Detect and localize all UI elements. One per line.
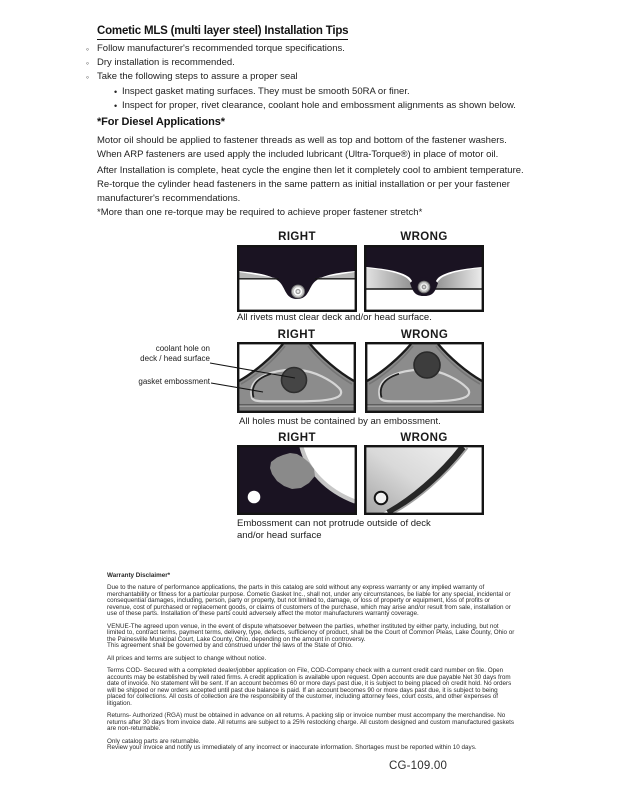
bolt-hole-icon (248, 491, 261, 504)
figure1-right-label: RIGHT (278, 231, 316, 243)
list-item (114, 85, 532, 99)
retorque-note: *More than one re-torque may be required to achieve proper fastener stretch* (97, 207, 423, 218)
rivet-clearance-wrong-diagram (364, 245, 484, 312)
figure3-wrong-label: WRONG (400, 432, 448, 444)
embossment-wrong-diagram (364, 445, 484, 515)
bolt-hole-icon (375, 492, 388, 505)
open-bullet-icon: ◦ (86, 44, 90, 54)
list-item (114, 99, 532, 113)
figure1-caption: All rivets must clear deck and/or head surface. (237, 312, 432, 323)
catalog-returns-paragraph: Only catalog parts are returnable. Review your invoice and notify us immediately of any incorrect or inaccurate information. Shortages must be reported within 10 days. (107, 737, 477, 751)
returns-paragraph: Returns- Authorized (RGA) must be obtained in advance on all returns. A packing slip or invoice number must accompany the merchandise. No returns after 30 days from invoice date. All returns are subject to a 25% restocking charge. All custom designed and custom manufactured gaskets are non-returnable. (107, 712, 515, 732)
coolant-hole-wrong-diagram (365, 342, 484, 413)
tip-text: Inspect for proper, rivet clearance, coolant hole and embossment alignments as shown below. (122, 99, 516, 111)
tip-text: Inspect gasket mating surfaces. They must be smooth 50RA or finer. (122, 85, 410, 97)
prices-paragraph: All prices and terms are subject to change without notice. (107, 654, 267, 662)
coolant-hole-right-diagram (237, 342, 356, 413)
warranty-paragraph: Due to the nature of performance applications, the parts in this catalog are sold without any express warranty or any implied warranty of merchantability or fitness for a particular purpose. Cometic Gasket Inc., shall not, under any circumstances, be liable for any special, incidental or consequential damages, including, person, party or property, but not limited to, damage, or loss of property or equipment, loss of profits or revenue, cost of purchased or replacement goods, or claims of customers of the purchase, which may arise and/or result from sale, installation or use of these parts. Installation of these parts could adversely affect the motor manufacturers warranty coverage. (107, 584, 511, 617)
gasket-embossment-annotation: gasket embossment (138, 377, 210, 386)
list-item (86, 56, 532, 70)
list-item (86, 70, 532, 84)
venue-paragraph: VENUE-The agreed upon venue, in the event of dispute whatsoever between the parties, whether instituted by either party, including, but not limited to, contract terms, payment terms, delivery, type, defects, sufficiency of product, shall be the Court of Common Pleas, Lake County, Ohio or the Painesville Municipal Court, Lake County, Ohio, depending on the amount in controversy. This agreement shall be governed by and construed under the laws of the State of Ohio. (107, 622, 515, 649)
figure1-wrong-label: WRONG (400, 231, 448, 243)
tip-text: Take the following steps to assure a proper seal (97, 71, 298, 83)
open-bullet-icon: ◦ (86, 58, 90, 69)
diesel-paragraph-1: Motor oil should be applied to fastener threads as well as top and bottom of the fastener washers. When ARP fasteners are used apply the included lubricant (Ultra-Torque®) in place of motor oil. (97, 135, 507, 160)
warranty-disclaimer-heading: Warranty Disclaimer* (107, 572, 171, 579)
legal-fine-print (107, 573, 516, 752)
open-bullet-icon: ◦ (86, 72, 90, 83)
diesel-applications-heading: *For Diesel Applications* (97, 116, 225, 128)
coolant-hole-icon (282, 368, 307, 393)
coolant-hole-annotation: coolant hole on deck / head surface (140, 344, 210, 363)
figure3-caption: Embossment can not protrude outside of deck and/or head surface (237, 518, 431, 541)
installation-tips-list (86, 42, 532, 113)
figure2-right-label: RIGHT (277, 329, 316, 341)
diesel-paragraph-2: After Installation is complete, heat cycle the engine then let it completely cool to ambient temperature. Re-torque the cylinder head fasteners in the same pattern as initial installation or per your fastener manufacturer's recommendations. (97, 165, 524, 204)
rivet-clearance-right-diagram (237, 245, 357, 312)
figure2-wrong-label: WRONG (400, 329, 449, 341)
bullet-icon: • (114, 100, 118, 111)
list-item (86, 42, 532, 56)
tip-text: Follow manufacturer's recommended torque specifications. (97, 43, 345, 54)
page-title: Cometic MLS (multi layer steel) Installation Tips (97, 25, 348, 40)
tip-text: Dry installation is recommended. (97, 57, 235, 69)
bullet-icon: • (114, 86, 118, 97)
embossment-right-diagram (237, 445, 357, 515)
figure3-right-label: RIGHT (278, 432, 316, 444)
coolant-hole-icon (414, 352, 440, 378)
figure2-caption: All holes must be contained by an embossment. (239, 416, 441, 427)
terms-paragraph: Terms COD- Secured with a completed dealer/jobber application on File, COD-Company check with a current credit card number on file. Open accounts may be established by well rated firms. A credit application is available upon request. Open accounts are due payable Net 30 days from date of invoice. No statement will be sent. If an account becomes 60 or more days past due, it is subject to being placed on credit hold. No orders will be shipped or new orders accepted until past due balance is paid. If an account becomes 90 or more days past due, it is subject to being placed for collections. All costs of collection are the responsibility of the customer, including attorney fees, court costs, and other expenses of litigation. (107, 667, 512, 707)
page-code: CG-109.00 (389, 760, 448, 772)
